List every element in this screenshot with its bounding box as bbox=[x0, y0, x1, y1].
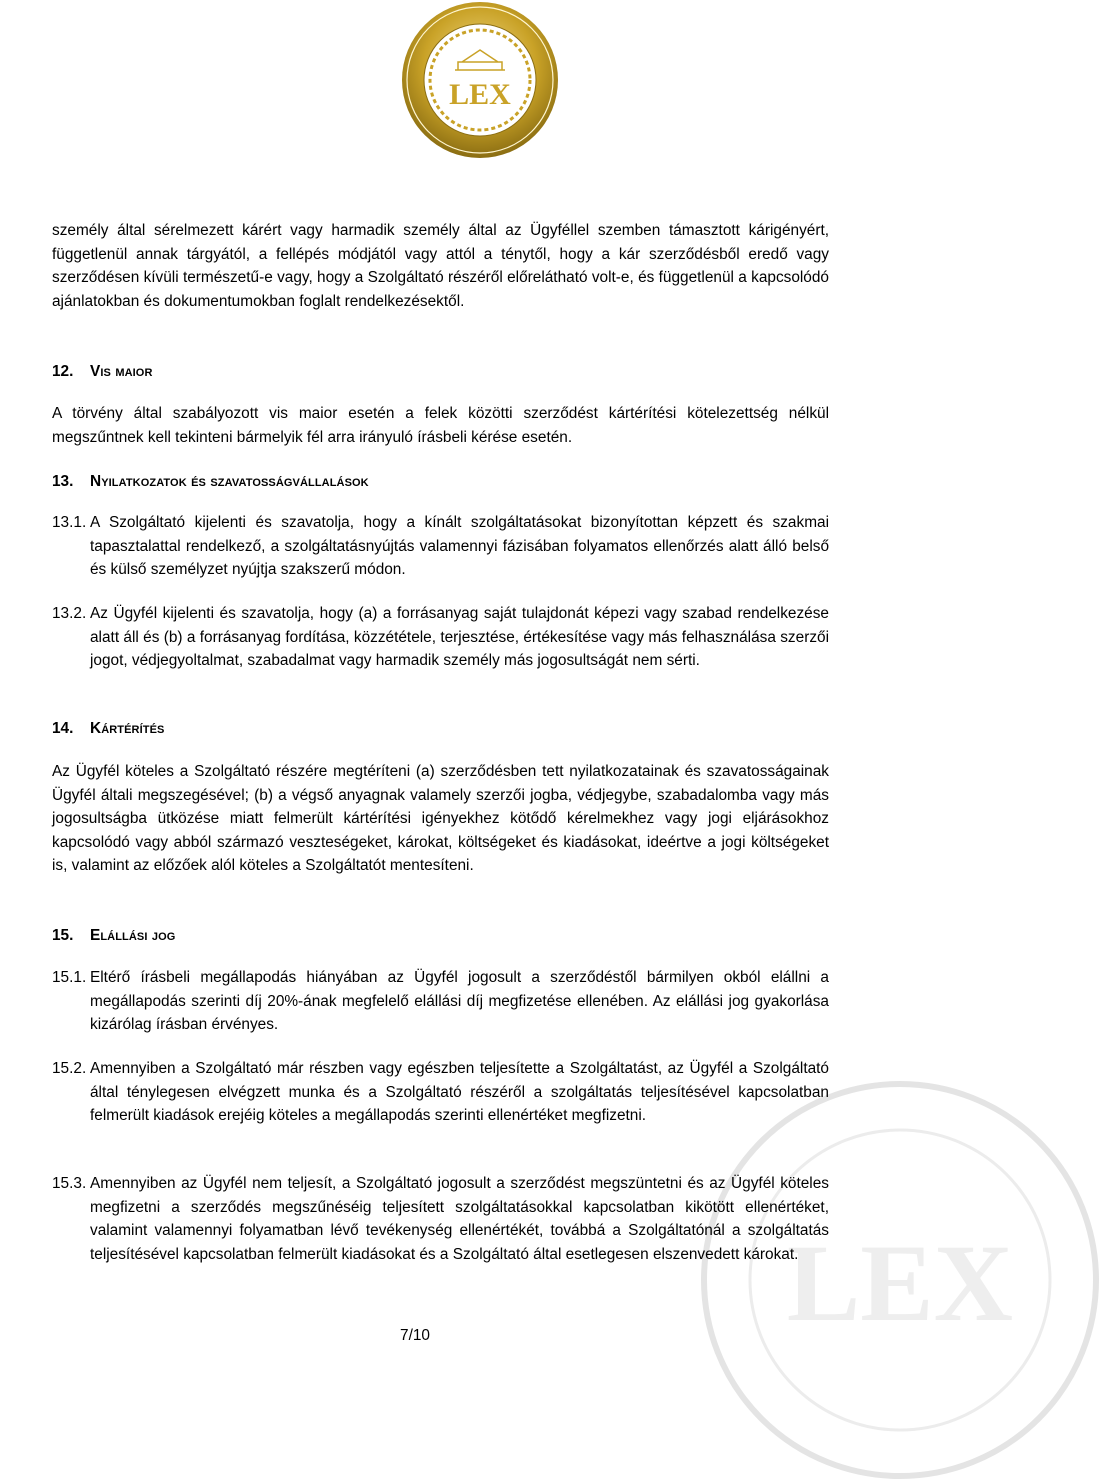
section-12-body: A törvény által szabályozott vis maior esetén a felek közötti szerződést kártérítési kötelezettség nélkül megszűntnek kell tekinteni bármelyik fél arra irányuló írásbeli kérése esetén. bbox=[52, 405, 829, 446]
section-13-2-text: Az Ügyfél kijelenti és szavatolja, hogy (a) a forrásanyag saját tulajdonát képezi vagy szabad rendelkezése alatt áll és (b) a forrásanyag fordítása, közzététele, terjesztése, értékesítése vagy más felhasználása szerzői jogot, védjegyoltalmat, szabadalmat vagy harmadik személy más jogosultságát nem sérti. bbox=[90, 605, 829, 670]
section-15-number: 15. bbox=[52, 927, 74, 944]
section-13-2-number: 13.2. bbox=[52, 605, 87, 622]
section-13-number: 13. bbox=[52, 473, 74, 490]
section-15-2-text: Amennyiben a Szolgáltató már részben vagy egészben teljesítette a Szolgáltatást, az Ügyfél a Szolgáltató által ténylegesen elvégzett munka és a Szolgáltató részéről a szolgáltatás teljesítésével kapcsolatban felmerült kiadások erejéig köteles a megállapodás szerinti ellenértéket megfizetni. bbox=[90, 1060, 829, 1125]
section-15-3-body bbox=[90, 1172, 829, 1266]
section-14-body: Az Ügyfél köteles a Szolgáltató részére megtéríteni (a) szerződésben tett nyilatkozatainak és szavatosságainak Ügyfél általi megszegésével; (b) a végső anyagnak valamely szerzői jogba, védjegybe, szabadalomba vagy más jogosultságba ütközése miatt felmerült kártérítési igényekhez kötődő kérelmekhez vagy jogi eljárásokhoz kapcsolódó vagy abból származó veszteségeket, károkat, költségeket és kiadásokat, ideértve a jogi költségeket is, valamint az előzőek alól köteles a Szolgáltatót mentesíteni. bbox=[52, 763, 829, 875]
section-14-number: 14. bbox=[52, 720, 74, 737]
section-15-title: Elállási jog bbox=[90, 927, 176, 944]
watermark-brand-text: LEX bbox=[786, 1222, 1014, 1344]
section-15-1-number: 15.1. bbox=[52, 969, 87, 986]
lex-expertis-logo bbox=[400, 0, 560, 166]
section-12-number: 12. bbox=[52, 363, 74, 380]
section-14-title: Kártérítés bbox=[90, 720, 165, 737]
section-13-1-number: 13.1. bbox=[52, 514, 87, 531]
logo-brand-text: LEX bbox=[449, 78, 511, 111]
continuation-paragraph: személy által sérelmezett kárért vagy harmadik személy által az Ügyféllel szemben támasztott kárigényért, függetlenül annak tárgyától, a fellépés módjától vagy attól a ténytől, hogy a kár szerződésből eredő vagy szerződésen kívüli természetű-e vagy, hogy a Szolgáltató részéről előrelátható volt-e, és függetlenül a kapcsolódó ajánlatokban és dokumentumokban foglalt rendelkezésektől. bbox=[52, 222, 829, 310]
watermark-logo bbox=[700, 1080, 1100, 1480]
section-15-1-body bbox=[90, 966, 829, 1037]
section-12-title: Vis maior bbox=[90, 363, 153, 380]
section-15-2-body bbox=[90, 1057, 829, 1128]
section-13-2-body bbox=[90, 602, 829, 673]
section-15-2-number: 15.2. bbox=[52, 1060, 87, 1077]
section-15-3-number: 15.3. bbox=[52, 1175, 87, 1192]
section-13-1-text: A Szolgáltató kijelenti és szavatolja, hogy a kínált szolgáltatásokat bizonyítottan képzett és szakmai tapasztalattal rendelkező, a szolgáltatásnyújtás valamennyi fázisában folyamatos ellenőrzés alatt álló belső és külső személyzet nyújtja szakszerű módon. bbox=[90, 514, 829, 579]
section-15-3-text: Amennyiben az Ügyfél nem teljesít, a Szolgáltató jogosult a szerződést megszüntetni és az Ügyfél köteles megfizetni a szerződés megszűnéséig teljesített szolgáltatásokkal kapcsolatban kikötött ellenértéket, valamint valamennyi folyamatban lévő tevékenység ellenértékét, továbbá a Szolgáltatónál a szolgáltatás teljesítésével kapcsolatban felmerült kiadásokat és a Szolgáltató által esetlegesen elszenvedett károkat. bbox=[90, 1175, 829, 1263]
page-number: 7/10 bbox=[400, 1327, 430, 1344]
section-13-1-body bbox=[90, 511, 829, 582]
section-15-1-text: Eltérő írásbeli megállapodás hiányában az Ügyfél jogosult a szerződéstől bármilyen okból elállni a megállapodás szerinti díj 20%-ának megfelelő elállási díj megfizetése ellenében. Az elállási jog gyakorlása kizárólag írásban érvényes. bbox=[90, 969, 829, 1034]
section-13-title: Nyilatkozatok és szavatosságvállalások bbox=[90, 473, 369, 490]
